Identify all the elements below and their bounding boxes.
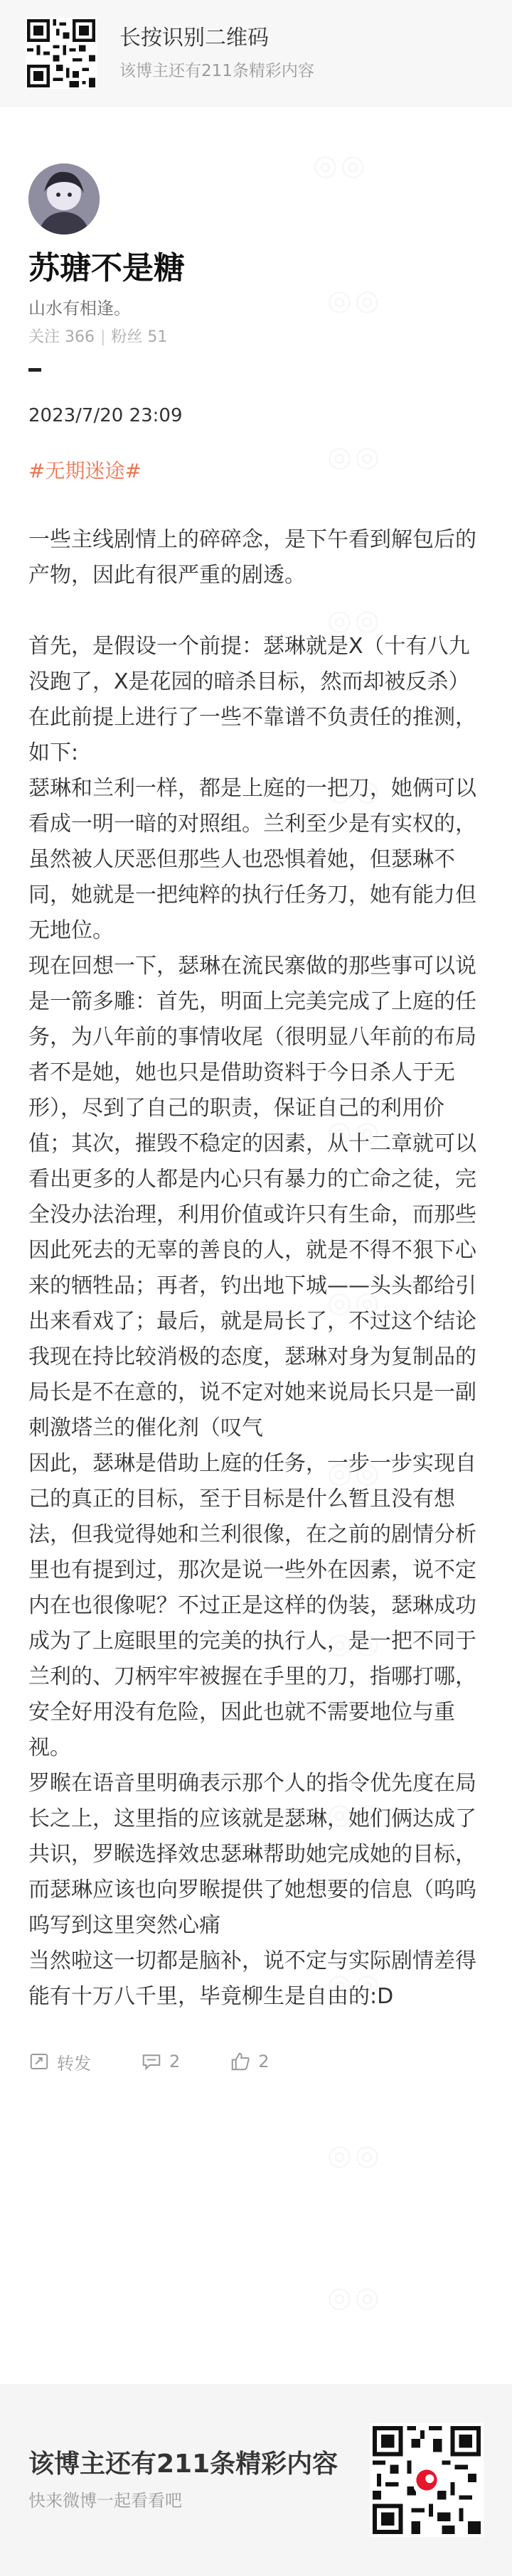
post-actions [0,2040,512,2083]
stats-separator: | [100,328,106,346]
like-count: 2 [258,2052,270,2071]
watermark-icon [327,2281,383,2314]
profile-bio: 山水有相逢。 [28,298,131,318]
qr-code-icon[interactable] [26,18,97,89]
post-paragraph: 瑟琳和兰利一样，都是上庭的一把刀，她俩可以看成一明一暗的对照组。兰利至少是有实权的，虽然被人厌恶但那些人也恐惧着她，但瑟琳不同，她就是一把纯粹的执行任务刀，她有能力但无地位。 [28,776,476,943]
bottom-banner-title: 该博主还有211条精彩内容 [28,2450,338,2479]
qr-code-icon[interactable] [370,2423,484,2537]
like-button[interactable] [230,2051,269,2072]
profile-stats [28,327,484,348]
bottom-banner-subtitle: 快来微博一起看看吧 [28,2491,182,2511]
bottom-banner [0,2384,512,2576]
banner-subtitle: 该博主还有211条精彩内容 [119,61,314,80]
comment-button[interactable] [141,2051,180,2072]
post-body [28,522,484,2015]
repost-label: 转发 [57,2053,91,2074]
post-date: 2023/7/20 23:09 [28,405,183,426]
post-paragraph: 一些主线剧情上的碎碎念，是下午看到解包后的产物，因此有很严重的剧透。 [28,527,476,588]
followers-count[interactable]: 粉丝 51 [111,328,168,346]
divider-mark [28,368,41,372]
profile-name[interactable]: 苏瑭不是糖 [28,250,185,286]
avatar[interactable] [28,163,100,235]
post-paragraph: 首先，是假设一个前提：瑟琳就是X（十有八九没跑了，X是花园的暗杀目标，然而却被反杀）在此前提上进行了一些不靠谱不负责任的推测，如下: [28,634,476,765]
banner-title: 长按识别二维码 [119,25,269,50]
post-paragraph: 罗睺在语音里明确表示那个人的指令优先度在局长之上，这里指的应该就是瑟琳，她们俩达成了共识，罗睺选择效忠瑟琳帮助她完成她的目标，而瑟琳应该也向罗睺提供了她想要的信息（呜呜呜写到这里突然心痛 [28,1771,476,1938]
comment-icon [141,2051,162,2072]
following-count[interactable]: 关注 366 [28,328,95,346]
post-paragraph: 因此，瑟琳是借助上庭的任务，一步一步实现自己的真正的目标，至于目标是什么暂且没有想法，但我觉得她和兰利很像，在之前的剧情分析里也有提到过，那次是说一些外在因素，说不定内在也很像呢？不过正是这样的伪装，瑟琳成功成为了上庭眼里的完美的执行人，是一把不同于兰利的、刀柄牢牢被握在手里的刀，指哪打哪，安全好用没有危险，因此也就不需要地位与重视。 [28,1451,476,1760]
repost-button[interactable] [28,2049,91,2074]
like-icon [230,2051,251,2072]
post-paragraph: 当然啦这一切都是脑补，说不定与实际剧情差得能有十万八千里，毕竟柳生是自由的:D [28,1949,476,2009]
paragraph-gap [28,593,484,629]
topic-link[interactable]: #无期迷途# [28,459,142,483]
top-banner [0,0,512,107]
comment-count: 2 [169,2052,181,2071]
watermark-icon [327,2139,383,2172]
post [0,403,512,2015]
post-paragraph: 现在回想一下，瑟琳在流民寨做的那些事可以说是一箭多雕：首先，明面上完美完成了上庭的任务，为八年前的事情收尾（很明显八年前的布局者不是她，她也只是借助资料于今日杀人于无形），尽到了自己的职责，保证自己的利用价值；其次，摧毁不稳定的因素，从十二章就可以看出更多的人都是内心只有暴力的亡命之徒，完全没办法治理，利用价值或许只有生命，而那些因此死去的无辜的善良的人，就是不得不狠下心来的牺牲品；再者，钓出地下城——头头都给引出来看戏了；最后，就是局长了，不过这个结论我现在持比较消极的态度，瑟琳对身为复制品的局长是不在意的，说不定对她来说局长只是一副刺激塔兰的催化剂（叹气 [28,954,476,1440]
profile-section [0,107,512,372]
repost-icon [28,2051,50,2072]
